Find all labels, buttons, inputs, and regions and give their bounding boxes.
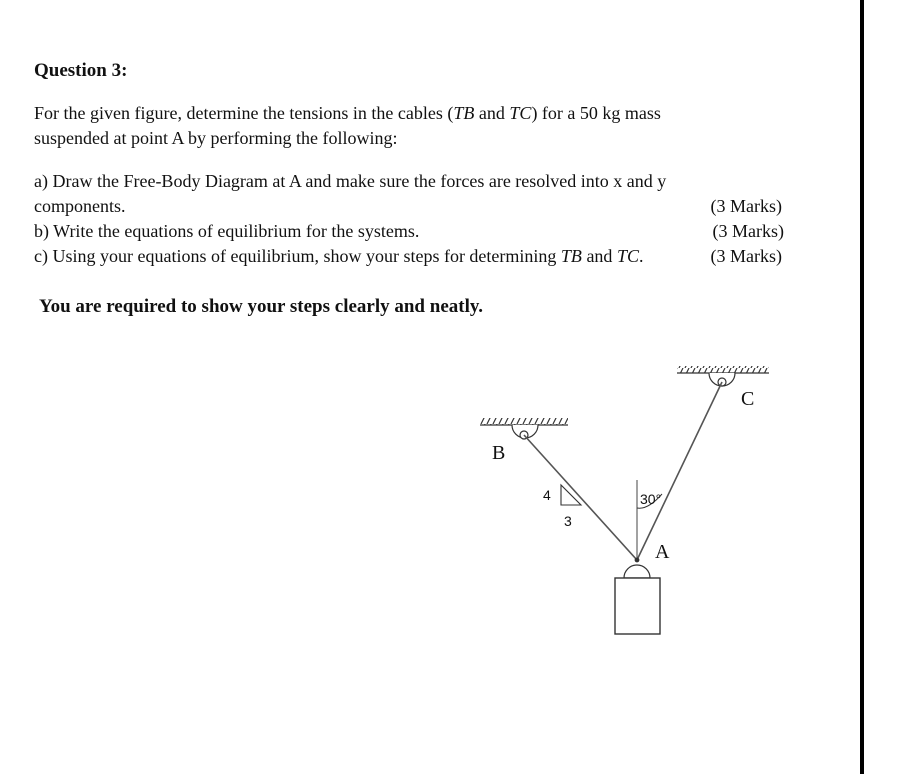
intro-text-3: ) for a 50 kg mass — [531, 103, 661, 123]
suspended-mass — [615, 578, 660, 634]
part-c-tb: TB — [560, 246, 582, 266]
part-b — [34, 219, 786, 244]
slope-rise-label: 4 — [543, 487, 551, 503]
part-a-line1: a) Draw the Free-Body Diagram at A and make sure the forces are resolved into x and y — [34, 171, 667, 191]
part-a-line2: components. — [34, 196, 126, 216]
intro-text-1: For the given figure, determine the tensions in the cables ( — [34, 103, 454, 123]
tb-symbol: TB — [453, 103, 475, 123]
support-b-hatch — [480, 418, 568, 425]
slope-run-label: 3 — [564, 513, 572, 529]
part-c-tc: TC — [616, 246, 639, 266]
question-intro — [34, 101, 734, 151]
cable-c — [637, 382, 722, 560]
label-c: C — [741, 388, 755, 410]
part-a-marks: (3 Marks) — [710, 196, 782, 216]
point-a-dot — [635, 558, 640, 563]
intro-text-4: suspended at point A by performing the following: — [34, 128, 398, 148]
question-title: Question 3: — [34, 60, 128, 81]
part-c-marks: (3 Marks) — [710, 246, 782, 266]
part-a-continued — [34, 194, 786, 219]
part-c-text-1: c) Using your equations of equilibrium, show your steps for determining — [34, 246, 561, 266]
mass-hook — [624, 565, 650, 578]
part-b-text: b) Write the equations of equilibrium for the systems. — [34, 221, 420, 241]
page-edge-bar — [860, 0, 864, 774]
cable-b — [524, 435, 637, 560]
instruction-note: You are required to show your steps clearly and neatly. — [39, 296, 484, 317]
support-c — [677, 366, 769, 386]
part-c-text-2: and — [581, 246, 617, 266]
part-c — [34, 244, 786, 269]
label-b: B — [492, 442, 506, 464]
part-a — [34, 169, 786, 194]
cable-diagram — [470, 355, 790, 645]
part-c-text-3: . — [638, 246, 644, 266]
support-c-hatch — [677, 366, 769, 373]
label-a: A — [655, 541, 670, 563]
intro-text-2: and — [474, 103, 510, 123]
part-b-marks: (3 Marks) — [712, 221, 784, 241]
angle-label: 30° — [640, 491, 662, 507]
tc-symbol: TC — [509, 103, 532, 123]
